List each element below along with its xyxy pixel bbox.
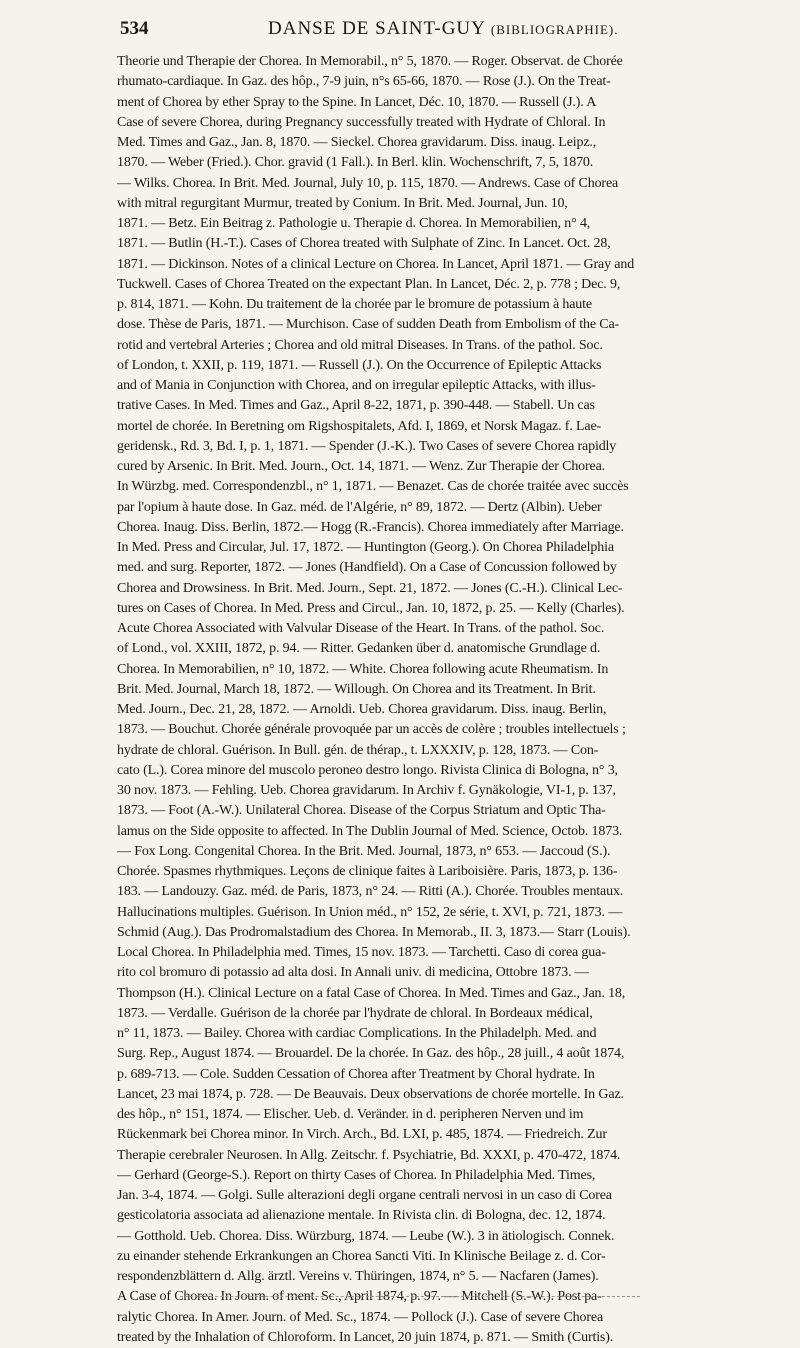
text-line: tures on Cases of Chorea. In Med. Press and Circul., Jan. 10, 1872, p. 25. — Kelly (Charles). <box>117 600 625 616</box>
text-line: Thompson (H.). Clinical Lecture on a fatal Case of Chorea. In Med. Times and Gaz., Jan. 18, <box>117 985 626 1001</box>
text-line: In Med. Press and Circular, Jul. 17, 1872. — Huntington (Georg.). On Chorea Philadelphia <box>117 540 614 555</box>
section-subtitle: (BIBLIOGRAPHIE). <box>490 22 619 37</box>
text-line: cured by Arsenic. In Brit. Med. Journ., Oct. 14, 1871. — Wenz. Zur Therapie der Chorea. <box>117 459 606 474</box>
running-header <box>120 18 680 48</box>
text-line: 1873. — Verdalle. Guérison de la chorée par l'hydrate de chloral. In Bordeaux médical, <box>117 1005 593 1021</box>
text-line: A Case of Chorea. In Journ. of ment. Sc., April 1874, p. 97. — Mitchell (S.-W.). Post pa- <box>117 1289 602 1305</box>
text-line: 1871. — Dickinson. Notes of a clinical Lecture on Chorea. In Lancet, April 1871. — Gray and <box>117 256 635 272</box>
text-line: with mitral regurgitant Murmur, treated by Conium. In Brit. Med. Journal, Jun. 10, <box>117 195 568 211</box>
text-line: Chorea. Inaug. Diss. Berlin, 1872.— Hogg (R.-Francis). Chorea immediately after Marriage. <box>117 519 624 535</box>
text-line: 1871. — Betz. Ein Beitrag z. Pathologie u. Therapie d. Chorea. In Memorabilien, n° 4, <box>117 216 591 231</box>
text-line: mortel de chorée. In Beretning om Rigshospitalets, Afd. I, 1869, et Norsk Magaz. f. Lae- <box>117 418 602 434</box>
bibliography-text <box>117 52 692 1345</box>
text-line: ralytic Chorea. In Amer. Journ. of Med. Sc., 1874. — Pollock (J.). Case of severe Chorea <box>117 1309 604 1325</box>
text-line: hydrate de chloral. Guérison. In Bull. gén. de thérap., t. LXXXIV, p. 128, 1873. — Con- <box>117 742 599 758</box>
text-line: In Würzbg. med. Correspondenzbl., n° 1, 1871. — Benazet. Cas de chorée traitée avec succès <box>117 479 629 495</box>
text-line: Local Chorea. In Philadelphia med. Times, 15 nov. 1873. — Tarchetti. Caso di corea gua- <box>117 945 606 960</box>
running-title <box>268 18 618 40</box>
text-line: trative Cases. In Med. Times and Gaz., April 8-22, 1871, p. 390-448. — Stabell. Un cas <box>117 398 595 414</box>
text-line: and of Mania in Conjunction with Chorea, and on irregular epileptic Attacks, with illus- <box>117 378 596 393</box>
text-line: 1870. — Weber (Fried.). Chor. gravid (1 Fall.). In Berl. klin. Wochenschrift, 7, 5, 1870. <box>117 155 594 171</box>
text-line: 1873. — Bouchut. Chorée générale provoquée par un accès de colère ; troubles intellectuels ; <box>117 722 626 738</box>
text-line: p. 814, 1871. — Kohn. Du traitement de la chorée par le bromure de potassium à haute <box>117 297 592 312</box>
text-line: Tuckwell. Cases of Chorea Treated on the expectant Plan. In Lancet, Déc. 2, p. 778 ; Dec. 9, <box>117 276 621 292</box>
text-line: Med. Times and Gaz., Jan. 8, 1870. — Sieckel. Chorea gravidarum. Diss. inaug. Leipz., <box>117 135 597 150</box>
text-line: respondenzblättern d. Allg. ärztl. Vereins v. Thüringen, 1874, n° 5. — Nacfaren (James). <box>117 1269 599 1284</box>
text-line: dose. Thèse de Paris, 1871. — Murchison. Case of sudden Death from Embolism of the Ca- <box>117 317 620 333</box>
bottom-rule <box>180 1296 640 1297</box>
text-line: Case of severe Chorea, during Pregnancy successfully treated with Hydrate of Chloral. In <box>117 114 606 130</box>
text-line: 183. — Landouzy. Gaz. méd. de Paris, 1873, n° 24. — Ritti (A.). Chorée. Troubles mentaux. <box>117 884 624 900</box>
text-line: rhumato-cardiaque. In Gaz. des hôp., 7-9 juin, n°s 65-66, 1870. — Rose (J.). On the Treat- <box>117 74 611 90</box>
text-line: — Fox Long. Congenital Chorea. In the Brit. Med. Journal, 1873, n° 653. — Jaccoud (S.). <box>117 843 611 859</box>
text-line: Theorie und Therapie der Chorea. In Memorabil., n° 5, 1870. — Roger. Observat. de Chorée <box>117 54 623 69</box>
text-line: Schmid (Aug.). Das Prodromalstadium des Chorea. In Memorab., II. 3, 1873.— Starr (Louis). <box>117 924 631 940</box>
text-line: Acute Chorea Associated with Valvular Disease of the Heart. In Trans. of the pathol. Soc. <box>117 621 605 636</box>
text-line: 1871. — Butlin (H.-T.). Cases of Chorea treated with Sulphate of Zinc. In Lancet. Oct. 28, <box>117 236 611 252</box>
text-line: lamus on the Side opposite to affected. In The Dublin Journal of Med. Science, Octob. 1873. <box>117 823 623 839</box>
text-line: par l'opium à haute dose. In Gaz. méd. de l'Algérie, n° 89, 1872. — Dertz (Albin). Ueber <box>117 499 602 515</box>
text-line: Rückenmark bei Chorea minor. In Virch. Arch., Bd. LXI, p. 485, 1874. — Friedreich. Zur <box>117 1127 607 1143</box>
text-line: rotid and vertebral Arteries ; Chorea and old mitral Diseases. In Trans. of the pathol. Soc. <box>117 337 603 353</box>
text-line: cato (L.). Corea minore del muscolo peroneo destro longo. Rivista Clinica di Bologna, n° 3, <box>117 762 618 778</box>
text-line: ment of Chorea by ether Spray to the Spine. In Lancet, Déc. 10, 1870. — Russell (J.). A <box>117 94 597 110</box>
text-line: geridensk., Rd. 3, Bd. I, p. 1, 1871. — Spender (J.-K.). Two Cases of severe Chorea rapidly <box>117 438 617 454</box>
text-line: — Gotthold. Ueb. Chorea. Diss. Würzburg, 1874. — Leube (W.). 3 in ätiologisch. Connek. <box>117 1228 615 1244</box>
text-line: Chorée. Spasmes rhythmiques. Leçons de clinique faites à Lariboisière. Paris, 1873, p. 136- <box>117 864 618 879</box>
text-line: 1873. — Foot (A.-W.). Unilateral Chorea. Disease of the Corpus Striatum and Optic Tha- <box>117 803 606 819</box>
text-line: of Lond., vol. XXIII, 1872, p. 94. — Ritter. Gedanken über d. anatomische Grundlage d. <box>117 641 601 657</box>
text-line: Therapie cerebraler Neurosen. In Allg. Zeitschr. f. Psychiatrie, Bd. XXXI, p. 470-472, 1874. <box>117 1147 621 1163</box>
text-line: p. 689-713. — Cole. Sudden Cessation of Chorea after Treatment by Choral hydrate. In <box>117 1066 595 1082</box>
text-line: Lancet, 23 mai 1874, p. 728. — De Beauvais. Deux observations de chorée mortelle. In Gaz. <box>117 1086 624 1102</box>
text-line: Med. Journ., Dec. 21, 28, 1872. — Arnoldi. Ueb. Chorea gravidarum. Diss. inaug. Berlin, <box>117 702 607 717</box>
page-number: 534 <box>120 18 149 39</box>
text-line: Jan. 3-4, 1874. — Golgi. Sulle alterazioni degli organe centrali nervosi in un caso di Corea <box>117 1188 612 1203</box>
text-line: — Gerhard (George-S.). Report on thirty Cases of Chorea. In Philadelphia Med. Times, <box>117 1167 596 1183</box>
text-line: Chorea and Drowsiness. In Brit. Med. Journ., Sept. 21, 1872. — Jones (C.-H.). Clinical Lec- <box>117 580 623 596</box>
text-line: Chorea. In Memorabilien, n° 10, 1872. — White. Chorea following acute Rheumatism. In <box>117 661 609 677</box>
text-line: des hôp., n° 151, 1874. — Elischer. Ueb. d. Veränder. in d. peripheren Nerven und im <box>117 1107 584 1122</box>
text-line: 30 nov. 1873. — Fehling. Ueb. Chorea gravidarum. In Archiv f. Gynäkologie, VI-1, p. 137, <box>117 783 616 798</box>
text-line: of London, t. XXII, p. 119, 1871. — Russell (J.). On the Occurrence of Epileptic Attacks <box>117 357 602 373</box>
text-line: Surg. Rep., August 1874. — Brouardel. De la chorée. In Gaz. des hôp., 28 juill., 4 août 1874, <box>117 1046 625 1062</box>
text-line: Hallucinations multiples. Guérison. In Union méd., n° 152, 2e série, t. XVI, p. 721, 1873. — <box>117 904 623 920</box>
text-line: Brit. Med. Journal, March 18, 1872. — Willough. On Chorea and its Treatment. In Brit. <box>117 681 596 697</box>
text-line: med. and surg. Reporter, 1872. — Jones (Handfield). On a Case of Concussion followed by <box>117 560 617 576</box>
text-line: treated by the Inhalation of Chloroform. In Lancet, 20 juin 1874, p. 871. — Smith (Curtis). <box>117 1329 614 1345</box>
text-line: zu einander stehende Erkrankungen an Chorea Sancti Viti. In Klinische Beilage z. d. Cor- <box>117 1248 606 1264</box>
text-line: — Wilks. Chorea. In Brit. Med. Journal, July 10, p. 115, 1870. — Andrews. Case of Chorea <box>117 175 619 191</box>
chapter-title: DANSE DE SAINT-GUY <box>268 18 486 39</box>
text-line: n° 11, 1873. — Bailey. Chorea with cardiac Complications. In the Philadelph. Med. and <box>117 1026 597 1041</box>
text-line: rito col bromuro di potassio ad alta dosi. In Annali univ. di medicina, Ottobre 1873. — <box>117 965 589 981</box>
text-line: gesticolatoria associata ad alienazione mentale. In Rivista clin. di Bologna, dec. 12, 1874. <box>117 1208 606 1224</box>
